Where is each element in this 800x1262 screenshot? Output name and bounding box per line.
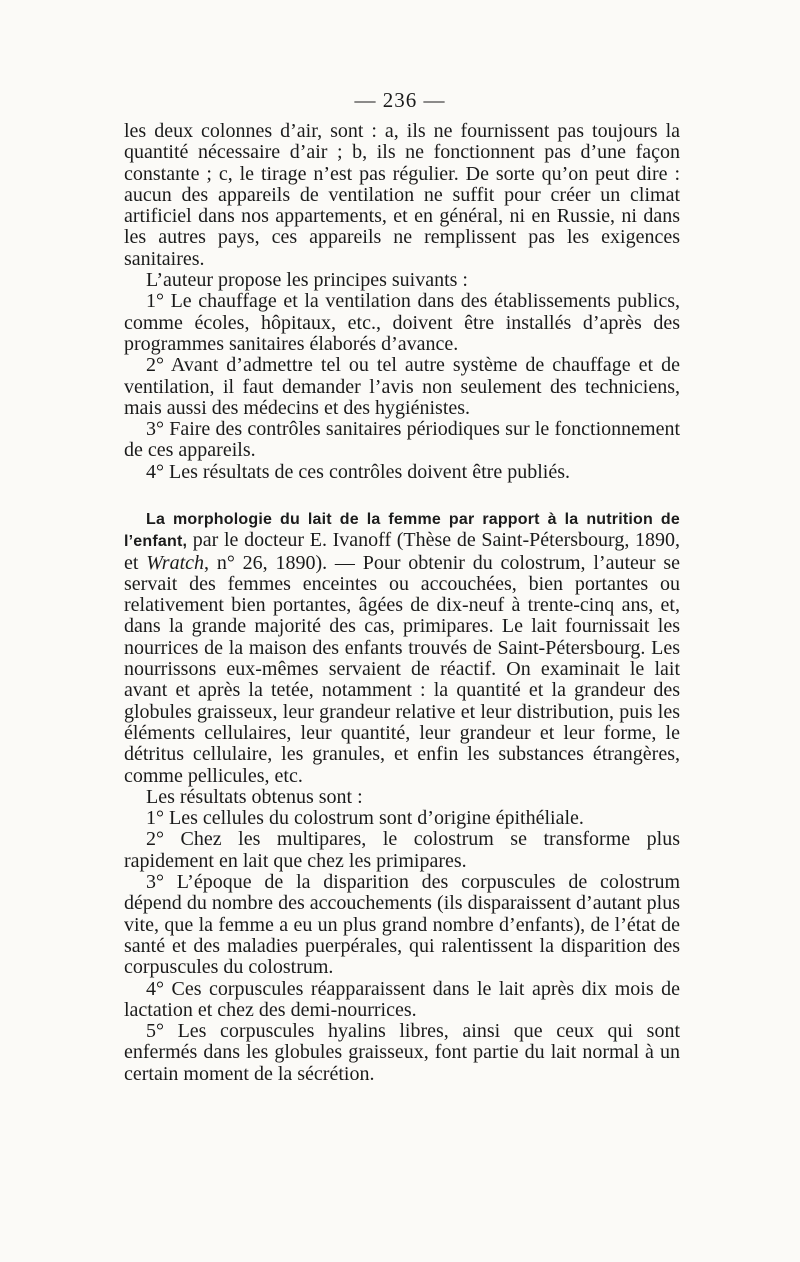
ventilation-section (124, 121, 680, 483)
paragraph: 3° L’époque de la disparition des corpuscules de colostrum dépend du nombre des accouchements (ils disparaissent d’autant plus vite, que la femme a eu un plus grand nombre d’enfants), de l’état de santé et des maladies puerpérales, qui ralentissent la disparition des corpuscules du colostrum. (124, 871, 680, 979)
paragraph: 3° Faire des contrôles sanitaires périodiques sur le fonctionnement de ces appareils. (124, 418, 680, 462)
paragraph: 4° Ces corpuscules réapparaissent dans le lait après dix mois de lactation et chez des demi-nourrices. (124, 977, 680, 1021)
paragraph: 5° Les corpuscules hyalins libres, ainsi que ceux qui sont enfermés dans les globules graisseux, font partie du lait normal à un certain moment de la sécrétion. (124, 1020, 680, 1085)
section-heading: La morphologie du lait de la femme par rapport à la nutrition de l’enfant, (124, 511, 680, 551)
intro-paragraph (124, 508, 680, 787)
intro-text: , n° 26, 1890). — Pour obtenir du colostrum, l’auteur se servait des femmes enceintes ou accouchées, bien portantes ou relativement bien portantes, âgées de dix-neuf à trente-cinq ans, et, dans la grande majorité des cas, primipares. Le lait fournissait les nourrices de la maison des enfants trouvés de Saint-Pétersbourg. Les nourrissons eux-mêmes servaient de réactif. On examinait le lait avant et après la tetée, notamment : la quantité et la grandeur des globules graisseux, leur grandeur relative et leur distribution, puis les éléments cellulaires, leur quantité, leur grandeur et leur forme, le détritus cellulaire, les granules, et enfin les substances étrangères, comme pellicules, etc. (124, 551, 681, 787)
paragraph: 2° Chez les multipares, le colostrum se transforme plus rapidement en lait que chez les primipares. (124, 828, 680, 872)
paragraph: Les résultats obtenus sont : (146, 785, 363, 808)
paragraph: 1° Le chauffage et la ventilation dans des établissements publics, comme écoles, hôpitaux, etc., doivent être installés d’après des programmes sanitaires élaborés d’avance. (124, 290, 680, 355)
paragraph: 2° Avant d’admettre tel ou tel autre système de chauffage et de ventilation, il faut demander l’avis non seulement des techniciens, mais aussi des médecins et des hygiénistes. (124, 354, 680, 419)
page-number: — 236 — (354, 88, 446, 112)
journal-name: Wratch (146, 551, 205, 574)
paragraph: 1° Les cellules du colostrum sont d’origine épithéliale. (146, 807, 584, 830)
paragraph: 4° Les résultats de ces contrôles doivent être publiés. (146, 460, 570, 483)
paragraph: L’auteur propose les principes suivants : (146, 269, 468, 292)
intro-text: par le docteur E. Ivanoff (Thèse de Saint-Pétersbourg, 1890, et (124, 529, 680, 574)
milk-morphology-section (124, 508, 680, 1085)
paragraph: les deux colonnes d’air, sont : a, ils ne fournissent pas toujours la quantité nécessaire d’air ; b, ils ne fonctionnent pas d’une façon constante ; c, le tirage n’est pas régulier. De sorte qu’on peut dire : aucun des appareils de ventilation ne suffit pour créer un climat artificiel dans nos appartements, et en général, ni en Russie, ni dans les autres pays, ces appareils ne remplissent pas les exigences sanitaires. (124, 120, 680, 270)
